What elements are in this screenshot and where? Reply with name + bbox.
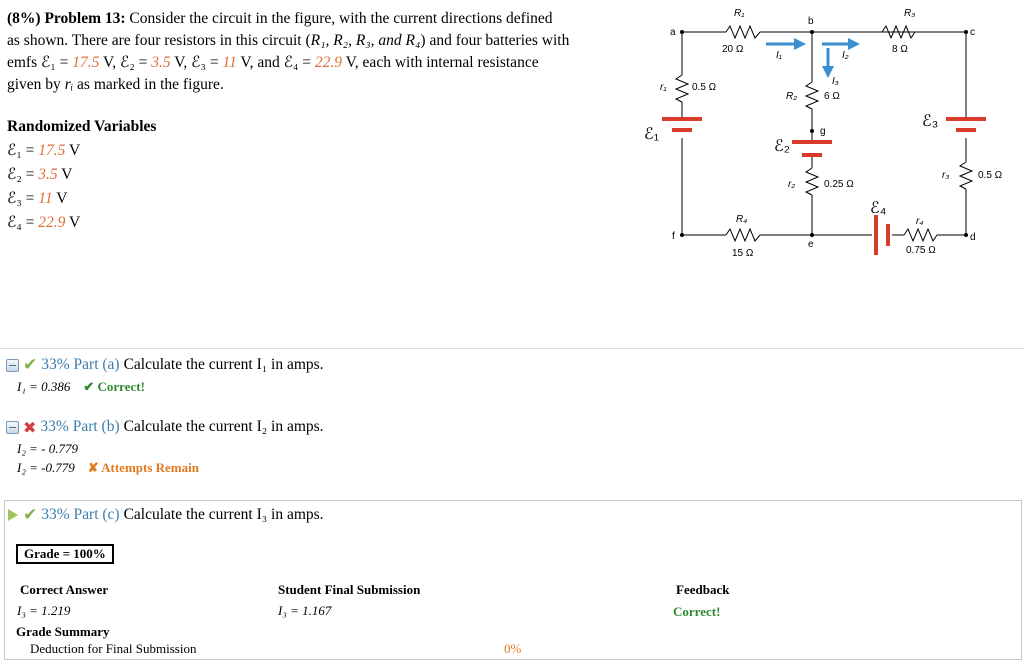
part-c-title[interactable]: 33% Part (c) [41, 506, 120, 523]
randomized-variables [7, 115, 156, 235]
label-R2: R₂ [786, 91, 798, 102]
value-R2: 6 Ω [824, 91, 840, 102]
correct-answer-value: I₃ = 1.219 [17, 603, 71, 618]
node-b-dot [810, 30, 814, 34]
rand-label: ℰ₃ = [7, 190, 39, 207]
node-b-label: b [808, 16, 814, 27]
battery-E1 [662, 117, 702, 132]
part-b-submission-1 [6, 438, 324, 459]
part-b-question: Calculate the current I₂ in amps. [123, 418, 324, 435]
emf-sep-2: V, ℰ₃ = [170, 54, 223, 71]
grade-summary-title: Grade Summary [16, 624, 110, 639]
circuit-diagram [636, 0, 1024, 270]
rand-value: 11 [38, 190, 53, 207]
rand-row-e3 [7, 187, 156, 211]
collapse-icon[interactable] [6, 359, 19, 372]
part-b-answer-2: I₂ = -0.779 [17, 460, 75, 475]
label-E3: ℰ₃ [922, 113, 939, 130]
rand-value: 22.9 [38, 214, 66, 231]
label-I3: I₃ [832, 76, 839, 87]
label-I1: I₁ [776, 50, 782, 61]
resistor-r1 [676, 75, 688, 102]
value-r3: 0.5 Ω [978, 170, 1003, 181]
node-f-dot [680, 233, 684, 237]
rand-value: 17.5 [38, 142, 66, 159]
rand-label: ℰ₂ = [7, 166, 39, 183]
resistor-R4 [726, 229, 760, 241]
label-E1: ℰ₁ [644, 126, 660, 143]
rand-label: ℰ₁ = [7, 142, 39, 159]
battery-E2 [792, 140, 832, 157]
collapse-icon[interactable] [6, 421, 19, 434]
check-icon: ✔ [23, 355, 38, 375]
rand-unit: V [65, 142, 81, 159]
rand-value: 3.5 [38, 166, 58, 183]
deduction-label: Deduction for Final Submission [30, 641, 197, 656]
part-b-submission-2 [6, 457, 324, 478]
internal-r: rᵢ [64, 76, 74, 93]
part-a-status: ✔ Correct! [83, 379, 145, 394]
problem-line4a: given by [7, 76, 65, 93]
rand-unit: V [65, 214, 81, 231]
part-c-question: Calculate the current I₃ in amps. [123, 506, 324, 523]
label-I2: I₂ [842, 50, 849, 61]
part-b-title[interactable]: 33% Part (b) [40, 418, 120, 435]
student-submission-value: I₃ = 1.167 [278, 603, 332, 618]
deduction-value: 0% [504, 641, 522, 656]
arrow-I1 [766, 38, 806, 50]
label-E4: ℰ₄ [870, 200, 887, 217]
problem-line3a: emfs ℰ₁ = [7, 54, 73, 71]
label-E2: ℰ₂ [774, 138, 790, 155]
col-student-submission: Student Final Submission [278, 582, 421, 597]
node-f-label: f [672, 231, 675, 242]
problem-line4b: as marked in the figure. [73, 76, 224, 93]
problem-header: (8%) Problem 13: [7, 10, 126, 27]
node-c-label: c [970, 27, 975, 38]
label-R3: R₃ [904, 8, 916, 19]
randomized-title: Randomized Variables [7, 118, 157, 135]
part-a-result [6, 376, 324, 397]
emf-sep-1: V, ℰ₂ = [99, 54, 152, 71]
battery-E3 [946, 117, 986, 132]
problem-line1: Consider the circuit in the figure, with the current directions defined [129, 10, 553, 27]
grade-box: Grade = 100% [16, 544, 114, 564]
label-R4: R₄ [736, 214, 748, 225]
part-a [6, 354, 324, 397]
arrow-I3 [822, 48, 834, 78]
value-r2: 0.25 Ω [824, 179, 854, 190]
problem-line2b: ) and four batteries with [420, 32, 570, 49]
part-a-answer: I₁ = 0.386 [17, 379, 71, 394]
label-r2: r₂ [788, 179, 796, 190]
node-g-dot [810, 129, 814, 133]
emf2-value: 3.5 [151, 54, 171, 71]
label-r1: r₁ [660, 82, 667, 93]
label-r4: r₄ [916, 216, 924, 227]
feedback-value: Correct! [673, 604, 721, 619]
resistor-R1 [726, 26, 760, 38]
value-R4: 15 Ω [732, 248, 754, 259]
part-b-answer-1: I₂ = - 0.779 [17, 441, 78, 456]
rand-unit: V [57, 166, 73, 183]
separator [0, 348, 1024, 349]
cross-icon: ✖ [23, 417, 37, 437]
emf-sep-3: V, and ℰ₄ = [236, 54, 315, 71]
col-feedback: Feedback [676, 582, 730, 597]
rand-label: ℰ₄ = [7, 214, 39, 231]
rand-row-e1 [7, 139, 156, 163]
node-d-dot [964, 233, 968, 237]
resistor-r3 [960, 162, 972, 189]
node-a-dot [680, 30, 684, 34]
value-R1: 20 Ω [722, 44, 744, 55]
value-r1: 0.5 Ω [692, 82, 717, 93]
resistor-r2 [806, 168, 818, 195]
part-a-title[interactable]: 33% Part (a) [41, 356, 120, 373]
rand-row-e4 [7, 211, 156, 235]
part-c [6, 504, 324, 526]
label-r3: r₃ [942, 170, 950, 181]
resistor-list: R₁, R₂, R₃, and R₄ [310, 32, 421, 49]
node-e-label: e [808, 239, 814, 250]
node-a-label: a [670, 27, 676, 38]
check-icon: ✔ [23, 505, 38, 525]
value-r4: 0.75 Ω [906, 245, 936, 256]
rand-row-e2 [7, 163, 156, 187]
col-correct-answer: Correct Answer [20, 582, 109, 597]
battery-E4 [874, 215, 890, 255]
rand-unit: V [52, 190, 68, 207]
emf3-value: 11 [222, 54, 237, 71]
node-e-dot [810, 233, 814, 237]
node-d-label: d [970, 232, 976, 243]
expand-icon[interactable] [8, 509, 18, 521]
problem-statement [7, 8, 627, 96]
emf4-value: 22.9 [314, 54, 343, 71]
resistor-r4 [904, 229, 937, 241]
label-R1: R₁ [734, 8, 745, 19]
problem-line2a: as shown. There are four resistors in this circuit ( [7, 32, 311, 49]
node-c-dot [964, 30, 968, 34]
part-b [6, 416, 324, 478]
emf1-value: 17.5 [72, 54, 100, 71]
part-a-question: Calculate the current I₁ in amps. [123, 356, 324, 373]
grade-box-wrap [16, 544, 114, 564]
node-g-label: g [820, 126, 826, 137]
problem-line3b: V, each with internal resistance [342, 54, 539, 71]
part-b-status: ✘ Attempts Remain [87, 460, 199, 475]
value-R3: 8 Ω [892, 44, 908, 55]
resistor-R2 [806, 82, 818, 109]
